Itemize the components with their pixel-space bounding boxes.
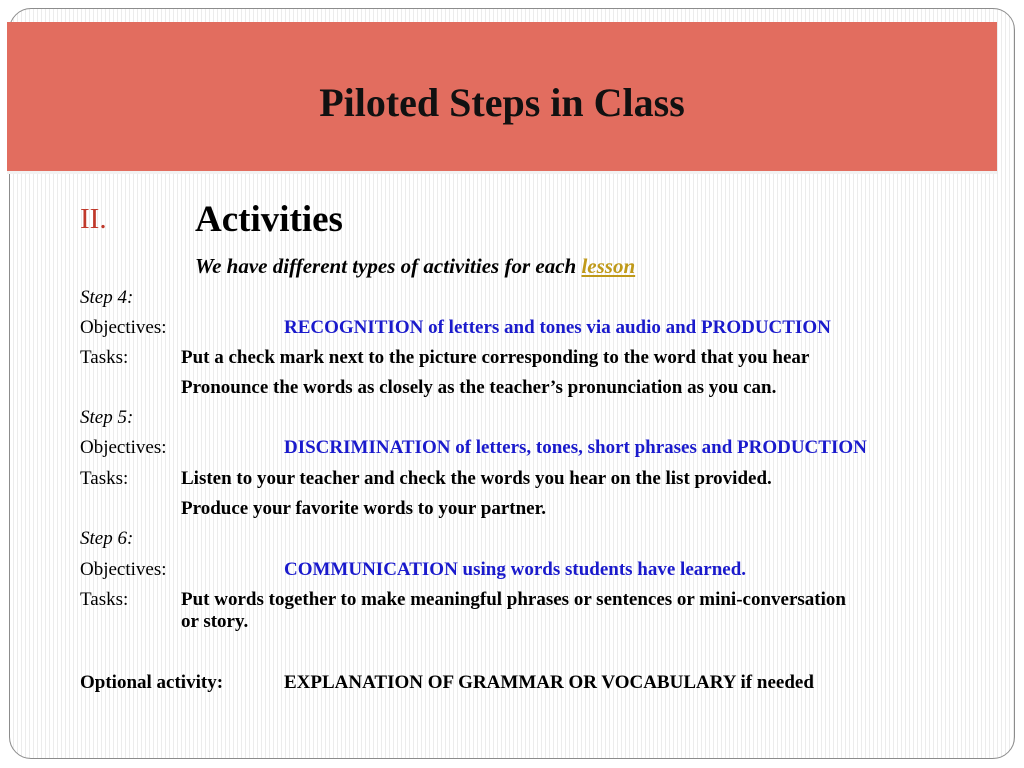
step-6-tasks-label: Tasks:: [80, 589, 129, 610]
step-6-objective: COMMUNICATION using words students have learned.: [284, 559, 747, 580]
step-5-task-2: Produce your favorite words to your partner.: [181, 498, 547, 519]
section-intro: [195, 254, 635, 279]
section-numeral: II.: [80, 203, 107, 235]
optional-activity-label: Optional activity:: [80, 672, 224, 693]
step-5-objectives-label: Objectives:: [80, 437, 167, 458]
section-heading: Activities: [195, 199, 343, 240]
step-5-task-1: Listen to your teacher and check the words you hear on the list provided.: [181, 468, 772, 489]
step-5-label: Step 5:: [80, 407, 134, 428]
optional-activity-text: EXPLANATION OF GRAMMAR OR VOCABULARY if needed: [284, 672, 814, 693]
step-4-task-2: Pronounce the words as closely as the teacher’s pronunciation as you can.: [181, 377, 777, 398]
step-6-task-2: or story.: [181, 611, 249, 632]
step-4-objectives-label: Objectives:: [80, 317, 167, 338]
section-intro-text: We have different types of activities for each: [195, 254, 582, 278]
step-6-objectives-label: Objectives:: [80, 559, 167, 580]
lesson-link[interactable]: lesson: [581, 254, 636, 278]
step-4-tasks-label: Tasks:: [80, 347, 129, 368]
step-5-tasks-label: Tasks:: [80, 468, 129, 489]
step-6-task-1: Put words together to make meaningful phrases or sentences or mini-conversation: [181, 589, 846, 610]
step-4-label: Step 4:: [80, 287, 134, 308]
slide-title: Piloted Steps in Class: [319, 80, 685, 125]
step-5-objective: DISCRIMINATION of letters, tones, short phrases and PRODUCTION: [284, 437, 867, 458]
step-4-objective: RECOGNITION of letters and tones via audio and PRODUCTION: [284, 317, 831, 338]
step-6-label: Step 6:: [80, 528, 134, 549]
step-4-task-1: Put a check mark next to the picture corresponding to the word that you hear: [181, 347, 810, 368]
